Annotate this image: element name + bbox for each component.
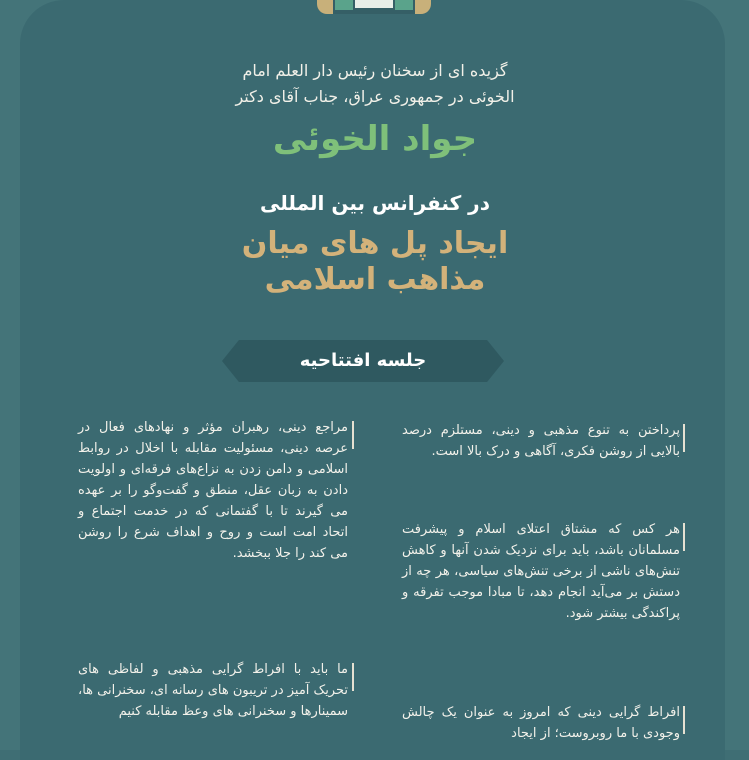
- right-paragraph-1: پرداختن به تنوع مذهبی و دینی، مستلزم درصد بالایی از روشن فکری، آگاهی و درک بالا است.: [402, 423, 680, 459]
- conference-prefix: در کنفرانس بین المللی: [260, 191, 490, 215]
- conference-title-line-1: ایجاد پل های میان: [241, 226, 509, 261]
- logo-gold-left: [317, 0, 333, 14]
- paragraph-rule: [683, 424, 685, 452]
- speaker-name: جواد الخوئی: [272, 119, 478, 159]
- logo-green-right: [395, 0, 413, 10]
- paragraph-rule: [352, 421, 354, 449]
- paragraph-rule: [683, 523, 685, 551]
- intro-text: [190, 58, 560, 110]
- right-paragraph-3: افراط گرایی دینی که امروز به عنوان یک چالش وجودی با ما روبروست؛ از ایجاد: [402, 705, 680, 741]
- logo-green-left: [335, 0, 353, 10]
- intro-line-2: الخوئی در جمهوری عراق، جناب آقای دکتر: [235, 87, 515, 106]
- conference-title-line-2: مذاهب اسلامی: [264, 262, 486, 297]
- left-paragraph-2: ما باید با افراط گرایی مذهبی و لفاظی های تحریک آمیز در تریبون های رسانه ای، سخنرانی ها، سمینارها و سخنرانی های وعظ مقابله کنیم: [78, 662, 348, 719]
- left-paragraph-1: مراجع دینی، رهبران مؤثر و نهادهای فعال در عرصه دینی، مسئولیت مقابله با اخلال در روابط اسلامی و دامن زدن به نزاع‌های فرقه‌ای و اولویت دادن به زبان عقل، منطق و گفت‌وگو را بر عهده می گیرند تا با گفتمانی که در خدمت اجتماع و اتحاد امت است و روح و اهداف شرع را روشن می کند را جلا ببخشد.: [78, 420, 348, 561]
- logo-white-center: [355, 0, 393, 8]
- paragraph-rule: [352, 663, 354, 691]
- right-paragraph-2: هر کس که مشتاق اعتلای اسلام و پیشرفت مسلمانان باشد، باید برای نزدیک شدن آنها و کاهش تنش‌های ناشی از برخی تنش‌های سیاسی، هر چه از دستش بر می‌آید انجام دهد، تا مبادا موجب تفرقه و پراکندگی بیشتر شود.: [402, 522, 680, 621]
- emblem-logo: [317, 0, 431, 14]
- session-title: جلسه افتتاحیه: [299, 350, 427, 371]
- paragraph-rule: [683, 706, 685, 734]
- logo-gold-right: [415, 0, 431, 14]
- intro-line-1: گزیده ای از سخنان رئیس دار العلم امام: [242, 61, 508, 80]
